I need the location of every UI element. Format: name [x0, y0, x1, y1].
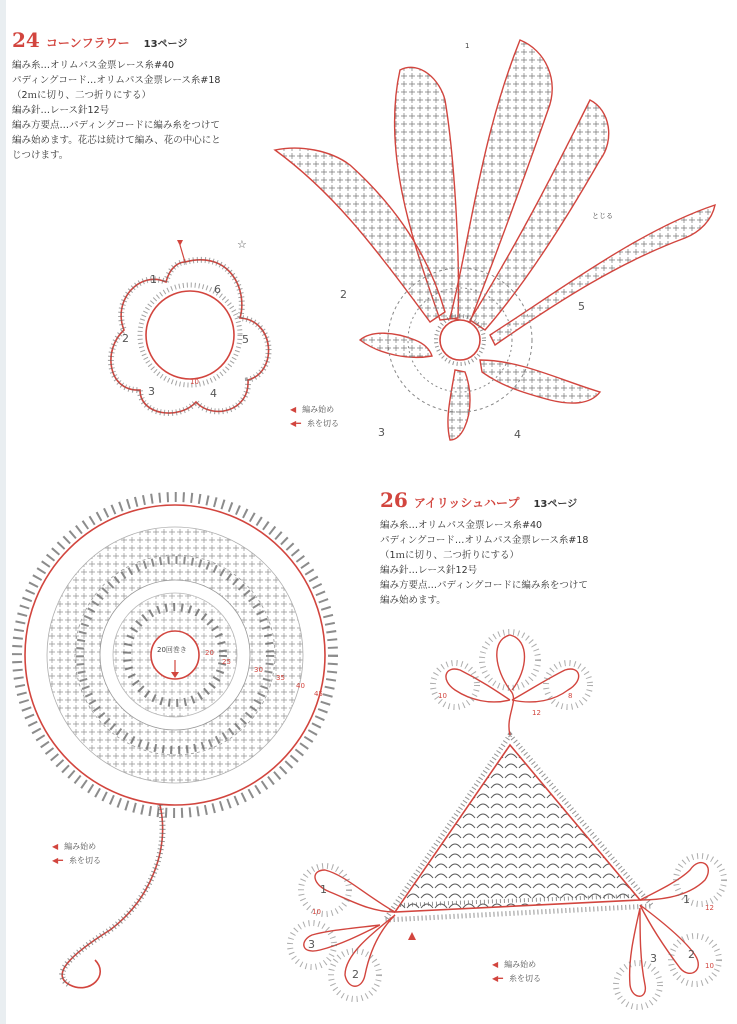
arrow-left-icon: ◀━	[492, 974, 503, 983]
leaf-number: 1	[683, 893, 690, 906]
arrow-left-icon: ◀━	[290, 419, 301, 428]
pattern-24-number: 24	[12, 28, 40, 52]
spec-line: 編み方要点…パディングコードに編み糸をつけて	[380, 580, 588, 591]
spec-line: （1ｍに切り、二つ折りにする）	[380, 550, 520, 561]
pattern-26-number: 26	[380, 488, 408, 512]
stitch-count: 12	[532, 709, 541, 717]
legend-start: ◀ 編み始め	[52, 840, 101, 854]
legend-start: ◀ 編み始め	[492, 958, 541, 972]
spec-line: パディングコード…オリムパス金票レース糸#18	[380, 535, 589, 546]
legend-start: ◀ 編み始め	[290, 403, 339, 417]
star-icon: ☆	[237, 238, 247, 251]
petal-number: 3	[148, 385, 155, 398]
stitch-count: 8	[568, 692, 573, 700]
top-clover	[433, 632, 590, 735]
legend-cut: ◀━ 糸を切る	[492, 972, 541, 986]
spec-line: 編み糸…オリムパス金票レース糸#40	[380, 520, 543, 531]
spec-line: じつけます。	[12, 150, 69, 161]
pattern-24-cornflower	[275, 40, 715, 441]
pattern-26-page-ref: 13ページ	[533, 499, 578, 510]
round-number: 45	[314, 690, 323, 698]
petal-number: 3	[378, 426, 385, 439]
triangle-arrow-icon: ◀	[492, 960, 499, 969]
spec-line: 編み始めます。	[380, 595, 446, 606]
leaf-number: 3	[650, 952, 657, 965]
petal-number: 4	[514, 428, 521, 441]
petal-number: 6	[214, 283, 221, 296]
left-clover	[290, 866, 416, 999]
petal-number: 5	[242, 333, 249, 346]
stitch-count: 10	[705, 962, 714, 970]
triangle-arrow-icon: ◀	[52, 842, 59, 851]
round-number: 30	[254, 666, 263, 674]
spec-line: 編み始めます。花芯は続けて編み、花の中心にと	[12, 135, 221, 146]
center-label: 20回巻き	[157, 646, 187, 654]
round-number: 40	[296, 682, 305, 690]
spec-line: 編み方要点…パディングコードに編み糸をつけて	[12, 120, 220, 131]
round-number: 35	[276, 674, 285, 682]
arrow-left-icon: ◀━	[52, 856, 63, 865]
pattern-24-title: コーンフラワー	[45, 36, 130, 50]
leaf-number: 3	[308, 938, 315, 951]
leaf-number: 1	[320, 883, 327, 896]
petal-number: 1	[465, 42, 470, 50]
petal-number: 2	[122, 332, 129, 345]
pattern-24-small-flower	[111, 238, 269, 413]
petal-number: 2	[340, 288, 347, 301]
close-label: とじる	[592, 212, 613, 220]
spec-line: （2ｍに切り、二つ折りにする）	[12, 90, 152, 101]
petal-number: 4	[210, 387, 217, 400]
pattern-26-irish-harp	[290, 632, 724, 1007]
leaf-number: 2	[352, 968, 359, 981]
legend-cut: ◀━ 糸を切る	[52, 854, 101, 868]
triangle-arrow-icon: ◀	[290, 405, 297, 414]
pattern-26-title: アイリッシュハープ	[413, 496, 520, 510]
pattern-25-round-flower	[17, 497, 333, 988]
stitch-count: 12	[705, 904, 714, 912]
spec-line: 編み針…レース針12号	[12, 105, 110, 116]
leaf-number: 2	[688, 948, 695, 961]
spec-line: パディングコード…オリムパス金票レース糸#18	[12, 75, 221, 86]
stitch-count: 10	[438, 692, 447, 700]
round-number: 20	[205, 649, 214, 657]
spec-line: 編み針…レース針12号	[380, 565, 478, 576]
round-number: 25	[222, 658, 231, 666]
petal-number: 5	[578, 300, 585, 313]
stitch-count: 10	[190, 378, 199, 386]
stitch-count: 10	[312, 908, 321, 916]
pattern-24-page-ref: 13ページ	[143, 39, 188, 50]
petal-number: 1	[150, 273, 157, 286]
legend-cut: ◀━ 糸を切る	[290, 417, 339, 431]
spec-line: 編み糸…オリムパス金票レース糸#40	[12, 60, 175, 71]
